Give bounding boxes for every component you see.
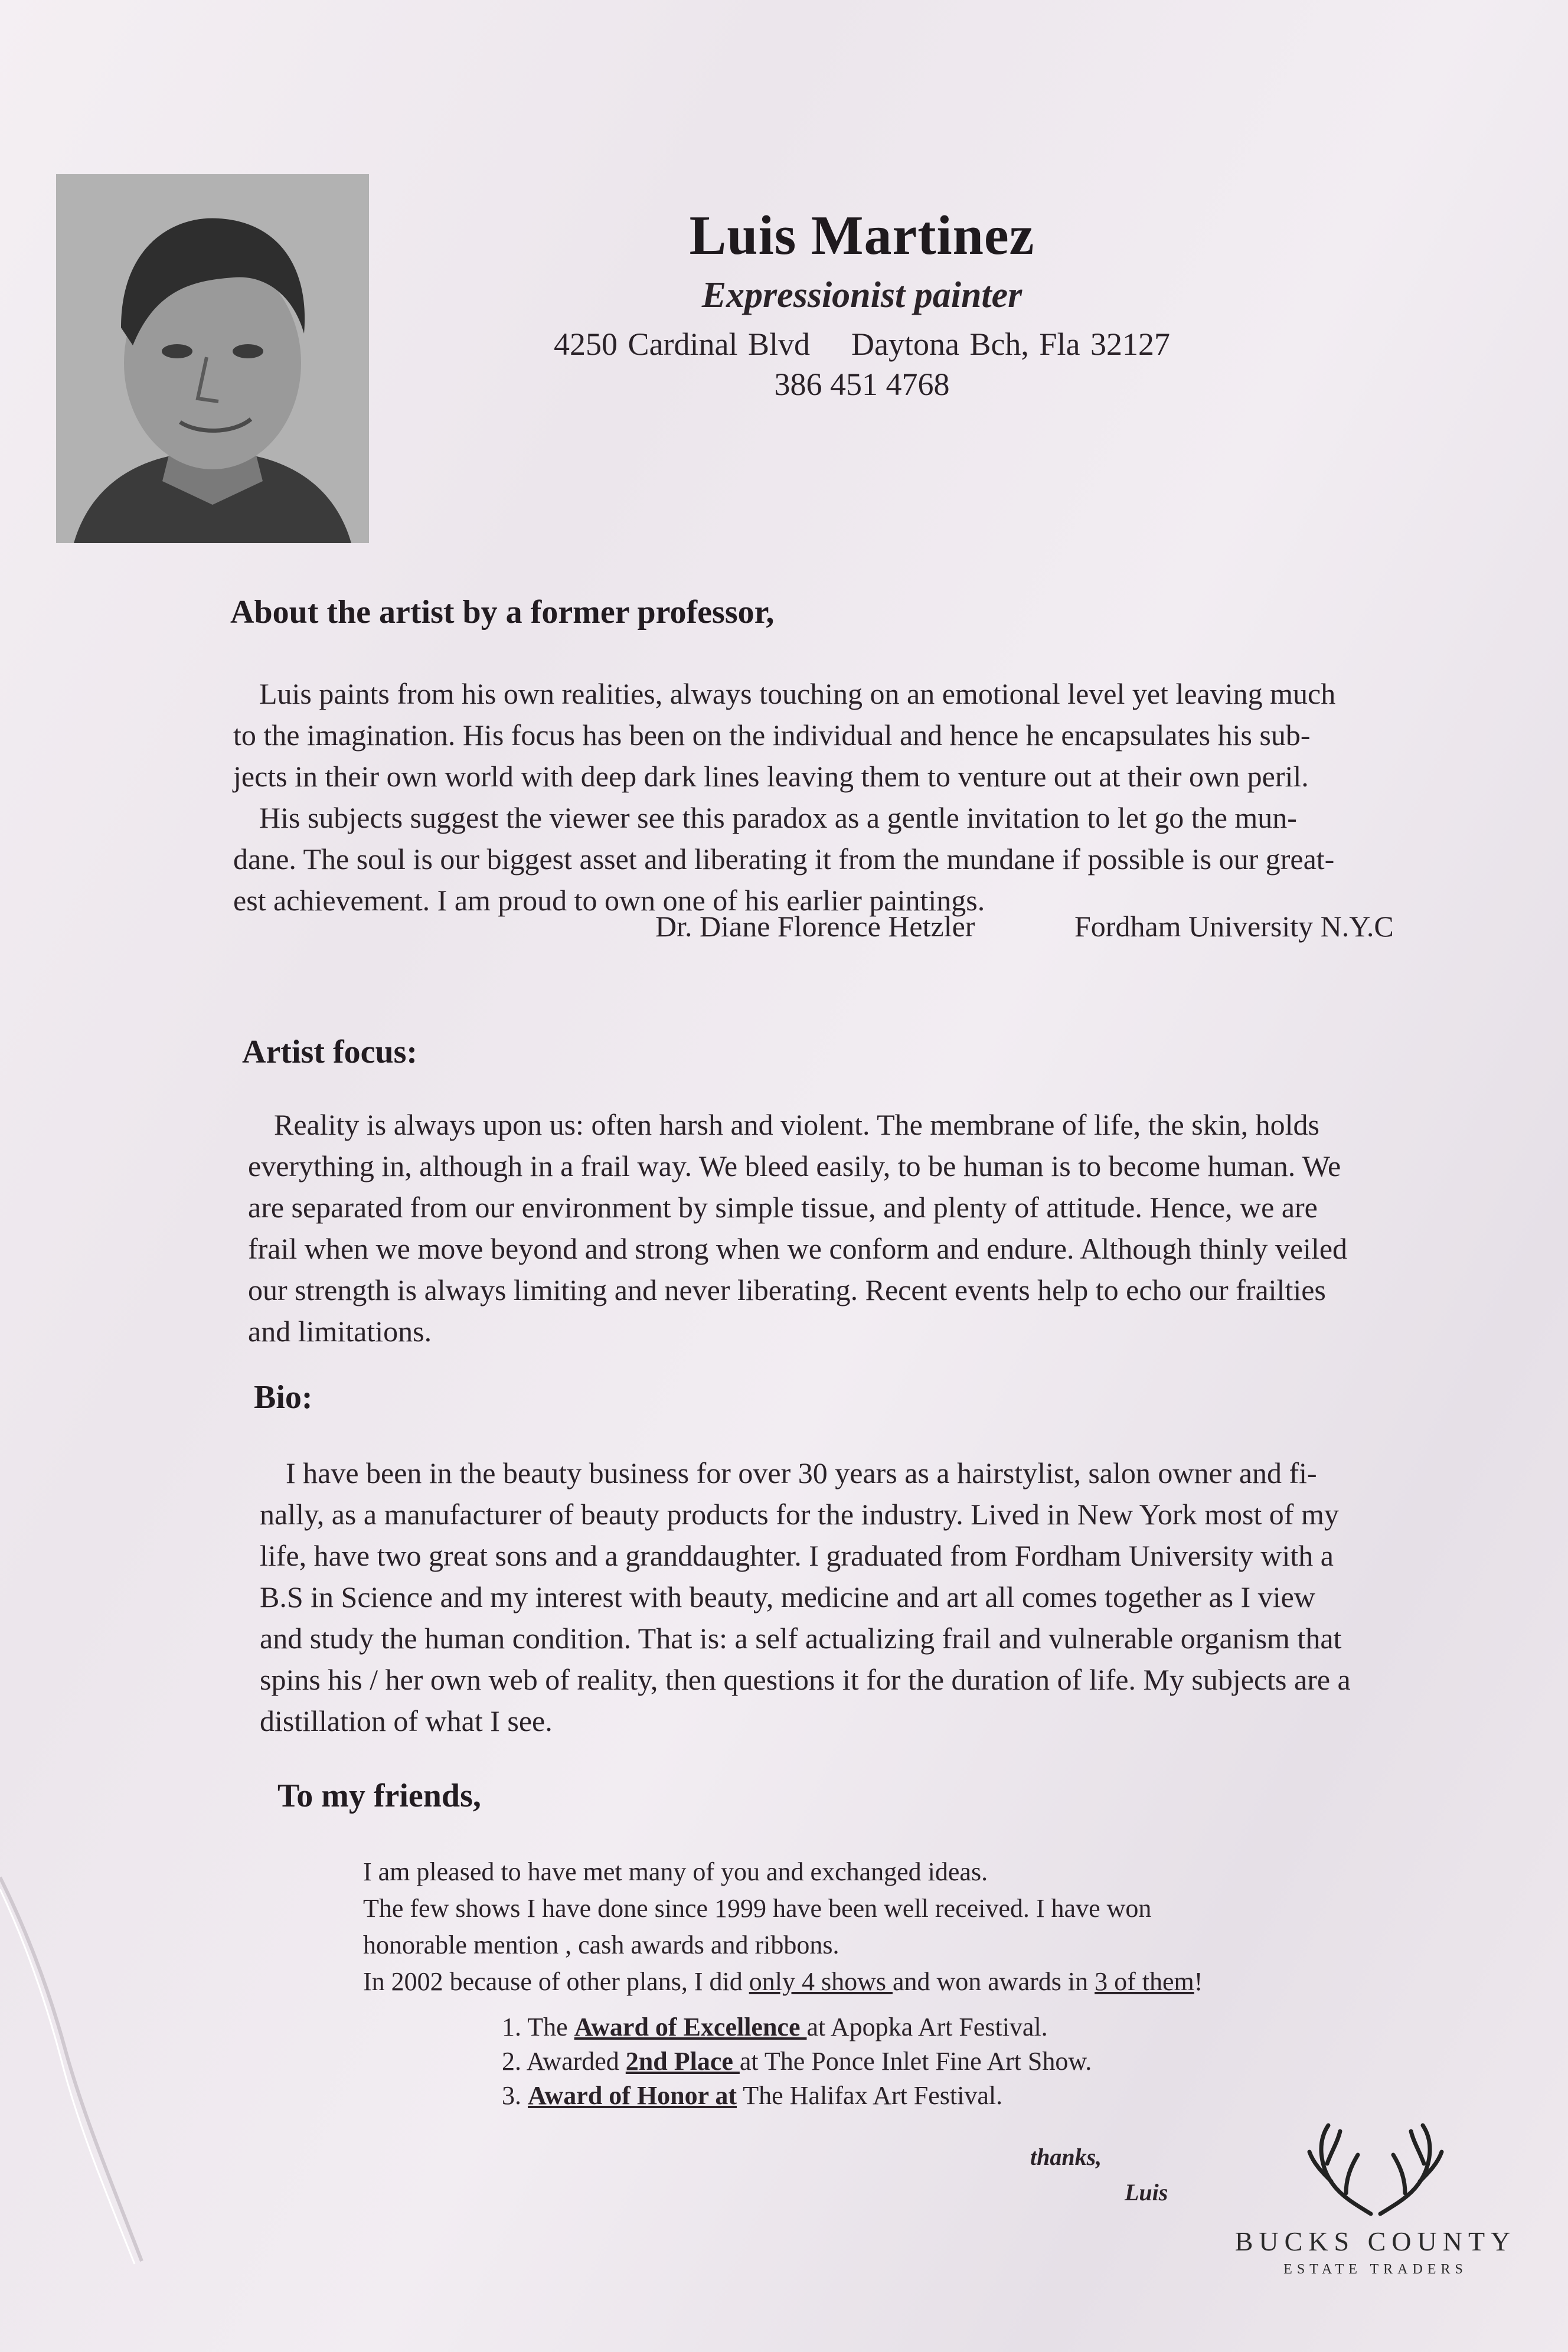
text-line: I have been in the beauty business for over 30 years as a hairstylist, salon owner and fi- bbox=[286, 1456, 1317, 1489]
about-paragraph bbox=[233, 673, 1556, 921]
about-heading: About the artist by a former professor, bbox=[230, 594, 775, 631]
bucks-county-logo bbox=[1204, 2119, 1547, 2278]
text-line: nally, as a manufacturer of beauty products for the industry. Lived in New York most of my bbox=[260, 1498, 1339, 1531]
text-line: Reality is always upon us: often harsh and violent. The membrane of life, the skin, holds bbox=[274, 1108, 1319, 1141]
text-line: dane. The soul is our biggest asset and liberating it from the mundane if possible is our great- bbox=[233, 842, 1335, 876]
address-street: 4250 Cardinal Blvd bbox=[554, 326, 811, 362]
text-line: frail when we move beyond and strong when we conform and endure. Although thinly veiled bbox=[248, 1232, 1348, 1265]
award-venue: The Halifax Art Festival. bbox=[737, 2081, 1003, 2110]
text-line: our strength is always limiting and never liberating. Recent events help to echo our frailties bbox=[248, 1273, 1326, 1306]
phone-number: 386 451 4768 bbox=[774, 367, 950, 402]
text-line: are separated from our environment by simple tissue, and plenty of attitude. Hence, we are bbox=[248, 1191, 1318, 1224]
award-venue: at The Ponce Inlet Fine Art Show. bbox=[739, 2047, 1092, 2076]
text-line: honorable mention , cash awards and ribbons. bbox=[363, 1930, 839, 1959]
focus-paragraph bbox=[248, 1104, 1547, 1352]
antlers-icon bbox=[1305, 2119, 1446, 2220]
award-name: Award of Honor at bbox=[528, 2081, 737, 2110]
awards-list bbox=[502, 2010, 1092, 2113]
text-line: His subjects suggest the viewer see this paradox as a gentle invitation to let go the mun- bbox=[259, 801, 1297, 834]
text-line: The few shows I have done since 1999 have been well received. I have won bbox=[363, 1894, 1152, 1923]
text-line: est achievement. I am proud to own one of his earlier paintings. bbox=[233, 884, 985, 917]
bio-paragraph bbox=[260, 1452, 1547, 1742]
friends-heading: To my friends, bbox=[277, 1778, 481, 1814]
underlined-text: only 4 shows bbox=[749, 1967, 893, 1996]
text-line: I am pleased to have met many of you and exchanged ideas. bbox=[363, 1857, 988, 1886]
address-city: Daytona Bch, Fla 32127 bbox=[851, 326, 1170, 362]
letterhead bbox=[413, 204, 1311, 403]
text-line: spins his / her own web of reality, then questions it for the duration of life. My subjects are a bbox=[260, 1663, 1351, 1696]
text-span: and won awards in bbox=[892, 1967, 1095, 1996]
award-name: 2nd Place bbox=[625, 2047, 740, 2076]
underlined-text: 3 of them bbox=[1095, 1967, 1194, 1996]
address bbox=[413, 326, 1311, 362]
closing-thanks: thanks, bbox=[1030, 2144, 1102, 2170]
text-line bbox=[363, 1964, 1514, 2000]
friends-paragraph bbox=[363, 1854, 1514, 2000]
professor-affiliation: Fordham University N.Y.C bbox=[1074, 910, 1394, 943]
artist-name: Luis Martinez bbox=[689, 205, 1035, 266]
closing-signature: Luis bbox=[1125, 2179, 1168, 2206]
list-number: 3. bbox=[502, 2081, 528, 2110]
paper-tear-mark bbox=[0, 1854, 153, 2267]
text-line: and limitations. bbox=[248, 1315, 432, 1348]
bio-heading: Bio: bbox=[254, 1379, 313, 1416]
artist-title: Expressionist painter bbox=[701, 275, 1023, 315]
award-venue: at Apopka Art Festival. bbox=[806, 2013, 1048, 2041]
text-line: Luis paints from his own realities, always touching on an emotional level yet leaving much bbox=[259, 677, 1336, 710]
logo-subtitle: ESTATE TRADERS bbox=[1283, 2262, 1468, 2277]
professor-signature: Dr. Diane Florence Hetzler bbox=[655, 910, 975, 943]
list-number: 1. The bbox=[502, 2013, 574, 2041]
text-line: B.S in Science and my interest with beauty, medicine and art all comes together as I view bbox=[260, 1580, 1315, 1613]
text-line: distillation of what I see. bbox=[260, 1704, 553, 1737]
list-number: 2. Awarded bbox=[502, 2047, 626, 2076]
logo-name: BUCKS COUNTY bbox=[1234, 2226, 1517, 2256]
text-line: everything in, although in a frail way. We bleed easily, to be human is to become human. We bbox=[248, 1149, 1341, 1182]
text-line: life, have two great sons and a granddaughter. I graduated from Fordham University with a bbox=[260, 1539, 1334, 1572]
list-item bbox=[502, 2079, 1092, 2113]
text-span: ! bbox=[1194, 1967, 1203, 1996]
text-line: jects in their own world with deep dark lines leaving them to venture out at their own peril. bbox=[233, 760, 1309, 793]
list-item bbox=[502, 2044, 1092, 2079]
text-line: and study the human condition. That is: a self actualizing frail and vulnerable organism that bbox=[260, 1622, 1342, 1655]
list-item bbox=[502, 2010, 1092, 2044]
award-name: Award of Excellence bbox=[574, 2013, 807, 2041]
artist-portrait-photo bbox=[56, 174, 369, 543]
text-line: to the imagination. His focus has been on the individual and hence he encapsulates his sub- bbox=[233, 718, 1311, 752]
focus-heading: Artist focus: bbox=[242, 1034, 418, 1070]
text-span: In 2002 because of other plans, I did bbox=[363, 1967, 749, 1996]
